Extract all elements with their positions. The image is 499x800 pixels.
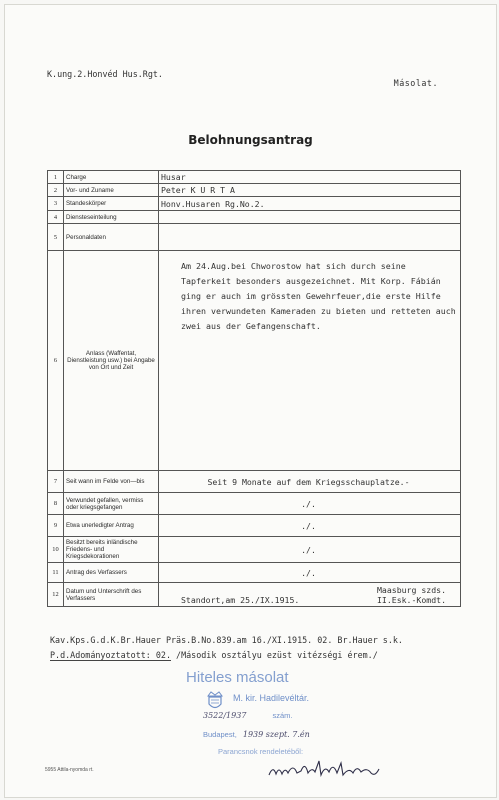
- table-row: [48, 197, 461, 211]
- crown-emblem-icon: [205, 690, 225, 712]
- row-value: Peter K U R T A: [159, 184, 461, 197]
- row-label: Antrag des Verfassers: [64, 563, 159, 583]
- row-label: Charge: [64, 171, 159, 184]
- row-number: 7: [48, 471, 64, 493]
- row-value: [159, 224, 461, 251]
- reference-line: [203, 711, 293, 720]
- row-number: 8: [48, 493, 64, 515]
- author-date: Standort,am 25./IX.1915.: [181, 594, 300, 605]
- commander-order: Parancsnok rendeletéből:: [218, 747, 304, 756]
- row-value: Seit 9 Monate auf dem Kriegsschauplatze.-: [159, 471, 461, 493]
- row-label: Vor- und Zuname: [64, 184, 159, 197]
- row-value: ./.: [159, 537, 461, 563]
- certified-copy-stamp: Hiteles másolat: [186, 669, 289, 686]
- row-value: Husar: [159, 171, 461, 184]
- table-row: [48, 184, 461, 197]
- table-row: [48, 583, 461, 607]
- table-row: [48, 224, 461, 251]
- row-value: Honv.Husaren Rg.No.2.: [159, 197, 461, 211]
- stamp-date: 1939 szept. 7.én: [242, 730, 310, 739]
- signature-row: [181, 585, 458, 605]
- anlass-text: Am 24.Aug.bei Chworostow hat sich durch seine Tapferkeit besonders ausgezeichnet. Mit Korp. Fábián ging er auch im grössten Gewehrfeuer,die erste Hilfe ihren verwundeten Kameraden zu bieten und retteten auch zwei aus der Gefangenschaft.: [181, 261, 456, 331]
- handwritten-signature-icon: [267, 757, 387, 783]
- row-number: 11: [48, 563, 64, 583]
- document-title: Belohnungsantrag: [188, 133, 313, 147]
- row-number: 4: [48, 211, 64, 224]
- reference-number: 3522/1937: [203, 711, 247, 720]
- table-row: [48, 537, 461, 563]
- table-row: [48, 471, 461, 493]
- row-number: 12: [48, 583, 64, 607]
- table-row: [48, 515, 461, 537]
- unit-heading: K.ung.2.Honvéd Hus.Rgt.: [47, 69, 163, 79]
- place: Budapest,: [203, 730, 237, 739]
- table-row: [48, 211, 461, 224]
- table-row: [48, 493, 461, 515]
- award-line-prefix: P.d.Adományoztatott: 02.: [50, 650, 172, 660]
- row-number: 10: [48, 537, 64, 563]
- award-form-table: [47, 170, 461, 607]
- award-line-rest: /Második osztályu ezüst vitézségi érem./: [171, 650, 378, 660]
- row-number: 3: [48, 197, 64, 211]
- copy-mark: Másolat.: [393, 78, 438, 88]
- row-number: 6: [48, 251, 64, 471]
- printer-mark: 5955 Attila-nyomda rt.: [45, 767, 94, 773]
- row-number: 1: [48, 171, 64, 184]
- row-label: Anlass (Waffentat, Dienstleistung usw.) bei Angabe von Ort und Zeit: [64, 251, 159, 471]
- award-line: [50, 650, 378, 660]
- table-row: [48, 171, 461, 184]
- row-label: Diensteseinteilung: [64, 211, 159, 224]
- row-label: Besitzt bereits inländische Friedens- und Kriegsdekorationen: [64, 537, 159, 563]
- table-row: [48, 563, 461, 583]
- author-rank: II.Esk.-Komdt.: [376, 594, 446, 605]
- endorsement-line: Kav.Kps.G.d.K.Br.Hauer Präs.B.No.839.am 16./XI.1915. 02. Br.Hauer s.k.: [50, 635, 403, 645]
- row-value: ./.: [159, 493, 461, 515]
- row-value: [159, 211, 461, 224]
- row-label: Datum und Unterschrift des Verfassers: [64, 583, 159, 607]
- row-value: [159, 583, 461, 607]
- row-label: Etwa unerledigter Antrag: [64, 515, 159, 537]
- author-name: Maasburg szds.: [376, 584, 446, 595]
- table-row: [48, 251, 461, 471]
- row-label: Personaldaten: [64, 224, 159, 251]
- row-number: 2: [48, 184, 64, 197]
- row-number: 9: [48, 515, 64, 537]
- row-value: ./.: [159, 515, 461, 537]
- row-label: Standeskörper: [64, 197, 159, 211]
- row-label: Verwundet gefallen, vermiss oder kriegsgefangen: [64, 493, 159, 515]
- row-value: [159, 251, 461, 471]
- document-page: [4, 4, 497, 798]
- author-signature: [377, 585, 446, 605]
- row-value: ./.: [159, 563, 461, 583]
- archive-name: M. kir. Hadilevéltár.: [233, 693, 310, 703]
- place-date-line: [203, 730, 310, 739]
- row-label: Seit wann im Felde von—bis: [64, 471, 159, 493]
- row-number: 5: [48, 224, 64, 251]
- reference-label: szám.: [272, 711, 293, 720]
